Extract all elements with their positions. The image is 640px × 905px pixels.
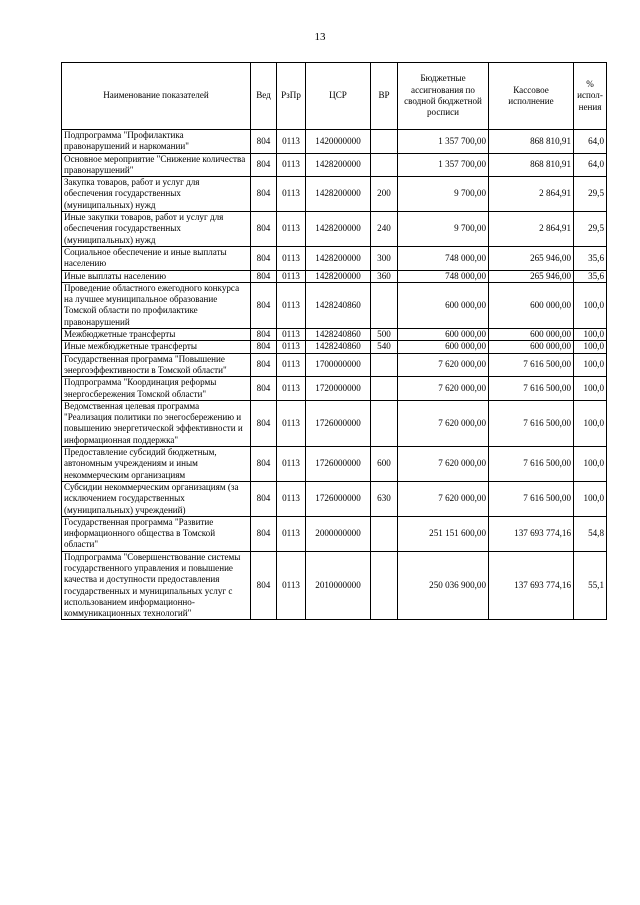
cell-percent: 100,0 <box>574 353 607 377</box>
cell-name: Ведомственная целевая программа "Реализация политики по энегосбережению и повышению энергетической эффективности и информационная поддержка" <box>62 400 251 446</box>
cell-csr: 1720000000 <box>306 377 371 401</box>
cell-name: Государственная программа "Развитие информационного общества в Томской области" <box>62 516 251 551</box>
cell-cash-execution: 265 946,00 <box>489 270 574 282</box>
page-number: 13 <box>314 31 326 43</box>
cell-cash-execution: 7 616 500,00 <box>489 353 574 377</box>
cell-csr: 1428240860 <box>306 329 371 341</box>
table-row <box>62 447 607 482</box>
cell-budget-assignments: 7 620 000,00 <box>398 447 489 482</box>
cell-vr <box>371 377 398 401</box>
cell-percent: 64,0 <box>574 153 607 177</box>
cell-cash-execution: 7 616 500,00 <box>489 447 574 482</box>
table-row <box>62 329 607 341</box>
cell-percent: 100,0 <box>574 481 607 516</box>
cell-vr <box>371 153 398 177</box>
cell-percent: 35,6 <box>574 246 607 270</box>
cell-budget-assignments: 7 620 000,00 <box>398 353 489 377</box>
cell-csr: 1726000000 <box>306 447 371 482</box>
cell-rzpr: 0113 <box>277 377 306 401</box>
header-vr: ВР <box>371 63 398 130</box>
cell-budget-assignments: 251 151 600,00 <box>398 516 489 551</box>
table-body <box>62 130 607 620</box>
cell-cash-execution: 600 000,00 <box>489 282 574 328</box>
cell-csr: 1726000000 <box>306 400 371 446</box>
cell-vr <box>371 551 398 620</box>
cell-csr: 1428200000 <box>306 246 371 270</box>
table-row <box>62 270 607 282</box>
cell-cash-execution: 265 946,00 <box>489 246 574 270</box>
cell-ved: 804 <box>251 353 277 377</box>
cell-budget-assignments: 748 000,00 <box>398 270 489 282</box>
cell-budget-assignments: 9 700,00 <box>398 212 489 247</box>
cell-rzpr: 0113 <box>277 516 306 551</box>
cell-rzpr: 0113 <box>277 341 306 353</box>
cell-rzpr: 0113 <box>277 551 306 620</box>
cell-percent: 100,0 <box>574 329 607 341</box>
cell-name: Подпрограмма "Координация реформы энергосбережения Томской области" <box>62 377 251 401</box>
table-row <box>62 282 607 328</box>
header-budget-assignments: Бюджетные ассигнования по сводной бюджетной росписи <box>398 63 489 130</box>
cell-ved: 804 <box>251 551 277 620</box>
cell-cash-execution: 7 616 500,00 <box>489 400 574 446</box>
cell-budget-assignments: 600 000,00 <box>398 282 489 328</box>
cell-vr <box>371 130 398 154</box>
cell-vr <box>371 282 398 328</box>
cell-budget-assignments: 600 000,00 <box>398 329 489 341</box>
cell-ved: 804 <box>251 481 277 516</box>
cell-ved: 804 <box>251 130 277 154</box>
cell-budget-assignments: 7 620 000,00 <box>398 400 489 446</box>
cell-vr: 540 <box>371 341 398 353</box>
header-percent: % испол-нения <box>574 63 607 130</box>
cell-ved: 804 <box>251 516 277 551</box>
cell-name: Закупка товаров, работ и услуг для обеспечения государственных (муниципальных) нужд <box>62 177 251 212</box>
cell-csr: 1726000000 <box>306 481 371 516</box>
table-header <box>62 63 607 130</box>
cell-vr: 600 <box>371 447 398 482</box>
cell-vr: 200 <box>371 177 398 212</box>
cell-ved: 804 <box>251 212 277 247</box>
table-row <box>62 341 607 353</box>
cell-budget-assignments: 1 357 700,00 <box>398 130 489 154</box>
cell-csr: 2000000000 <box>306 516 371 551</box>
cell-vr <box>371 400 398 446</box>
table-row <box>62 130 607 154</box>
cell-ved: 804 <box>251 282 277 328</box>
cell-budget-assignments: 7 620 000,00 <box>398 481 489 516</box>
header-cash-execution: Кассовое исполнение <box>489 63 574 130</box>
cell-budget-assignments: 748 000,00 <box>398 246 489 270</box>
header-rzpr: РзПр <box>277 63 306 130</box>
cell-vr <box>371 353 398 377</box>
cell-name: Проведение областного ежегодного конкурса на лучшее муниципальное образование Томской области по профилактике правонарушений <box>62 282 251 328</box>
cell-name: Предоставление субсидий бюджетным, автономным учреждениям и иным некоммерческим организациям <box>62 447 251 482</box>
table-row <box>62 400 607 446</box>
cell-rzpr: 0113 <box>277 212 306 247</box>
cell-name: Субсидии некоммерческим организациям (за исключением государственных (муниципальных) учреждений) <box>62 481 251 516</box>
table-row <box>62 551 607 620</box>
cell-name: Подпрограмма "Профилактика правонарушений и наркомании" <box>62 130 251 154</box>
cell-percent: 29,5 <box>574 212 607 247</box>
cell-cash-execution: 868 810,91 <box>489 153 574 177</box>
table-row <box>62 353 607 377</box>
cell-cash-execution: 137 693 774,16 <box>489 516 574 551</box>
cell-percent: 100,0 <box>574 400 607 446</box>
cell-csr: 1700000000 <box>306 353 371 377</box>
cell-rzpr: 0113 <box>277 177 306 212</box>
cell-name: Межбюджетные трансферты <box>62 329 251 341</box>
cell-csr: 1428200000 <box>306 270 371 282</box>
cell-name: Основное мероприятие "Снижение количества правонарушений" <box>62 153 251 177</box>
cell-budget-assignments: 600 000,00 <box>398 341 489 353</box>
cell-percent: 100,0 <box>574 341 607 353</box>
header-name: Наименование показателей <box>62 63 251 130</box>
cell-ved: 804 <box>251 447 277 482</box>
table-row <box>62 177 607 212</box>
cell-name: Социальное обеспечение и иные выплаты населению <box>62 246 251 270</box>
cell-ved: 804 <box>251 329 277 341</box>
cell-rzpr: 0113 <box>277 282 306 328</box>
cell-cash-execution: 2 864,91 <box>489 212 574 247</box>
cell-rzpr: 0113 <box>277 270 306 282</box>
cell-ved: 804 <box>251 153 277 177</box>
cell-budget-assignments: 9 700,00 <box>398 177 489 212</box>
table-row <box>62 212 607 247</box>
cell-rzpr: 0113 <box>277 447 306 482</box>
cell-csr: 2010000000 <box>306 551 371 620</box>
cell-ved: 804 <box>251 341 277 353</box>
cell-ved: 804 <box>251 177 277 212</box>
cell-rzpr: 0113 <box>277 130 306 154</box>
cell-vr: 500 <box>371 329 398 341</box>
cell-rzpr: 0113 <box>277 400 306 446</box>
table-row <box>62 153 607 177</box>
cell-vr: 360 <box>371 270 398 282</box>
table-row <box>62 481 607 516</box>
cell-csr: 1428240860 <box>306 282 371 328</box>
cell-percent: 100,0 <box>574 377 607 401</box>
cell-percent: 35,6 <box>574 270 607 282</box>
cell-percent: 54,8 <box>574 516 607 551</box>
cell-name: Иные выплаты населению <box>62 270 251 282</box>
cell-csr: 1428200000 <box>306 212 371 247</box>
cell-csr: 1428240860 <box>306 341 371 353</box>
cell-rzpr: 0113 <box>277 246 306 270</box>
cell-csr: 1428200000 <box>306 177 371 212</box>
cell-ved: 804 <box>251 270 277 282</box>
table-row <box>62 377 607 401</box>
table-row <box>62 246 607 270</box>
cell-name: Иные закупки товаров, работ и услуг для обеспечения государственных (муниципальных) нужд <box>62 212 251 247</box>
header-csr: ЦСР <box>306 63 371 130</box>
cell-cash-execution: 7 616 500,00 <box>489 377 574 401</box>
cell-percent: 100,0 <box>574 282 607 328</box>
cell-percent: 29,5 <box>574 177 607 212</box>
cell-ved: 804 <box>251 246 277 270</box>
cell-percent: 100,0 <box>574 447 607 482</box>
header-ved: Вед <box>251 63 277 130</box>
cell-cash-execution: 600 000,00 <box>489 341 574 353</box>
table-row <box>62 516 607 551</box>
budget-table <box>61 62 607 620</box>
cell-percent: 55,1 <box>574 551 607 620</box>
cell-cash-execution: 868 810,91 <box>489 130 574 154</box>
cell-vr: 630 <box>371 481 398 516</box>
cell-rzpr: 0113 <box>277 481 306 516</box>
cell-cash-execution: 600 000,00 <box>489 329 574 341</box>
cell-budget-assignments: 1 357 700,00 <box>398 153 489 177</box>
cell-ved: 804 <box>251 400 277 446</box>
cell-budget-assignments: 7 620 000,00 <box>398 377 489 401</box>
cell-vr <box>371 516 398 551</box>
cell-name: Иные межбюджетные трансферты <box>62 341 251 353</box>
cell-cash-execution: 137 693 774,16 <box>489 551 574 620</box>
cell-vr: 240 <box>371 212 398 247</box>
cell-csr: 1428200000 <box>306 153 371 177</box>
cell-csr: 1420000000 <box>306 130 371 154</box>
cell-rzpr: 0113 <box>277 329 306 341</box>
cell-vr: 300 <box>371 246 398 270</box>
cell-cash-execution: 2 864,91 <box>489 177 574 212</box>
cell-ved: 804 <box>251 377 277 401</box>
cell-cash-execution: 7 616 500,00 <box>489 481 574 516</box>
cell-name: Государственная программа "Повышение энергоэффективности в Томской области" <box>62 353 251 377</box>
cell-rzpr: 0113 <box>277 153 306 177</box>
cell-rzpr: 0113 <box>277 353 306 377</box>
cell-budget-assignments: 250 036 900,00 <box>398 551 489 620</box>
cell-name: Подпрограмма "Совершенствование системы государственного управления и повышение качества и доступности предоставления государственных и муниципальных услуг с использованием информационно-коммуникационных технологий" <box>62 551 251 620</box>
cell-percent: 64,0 <box>574 130 607 154</box>
